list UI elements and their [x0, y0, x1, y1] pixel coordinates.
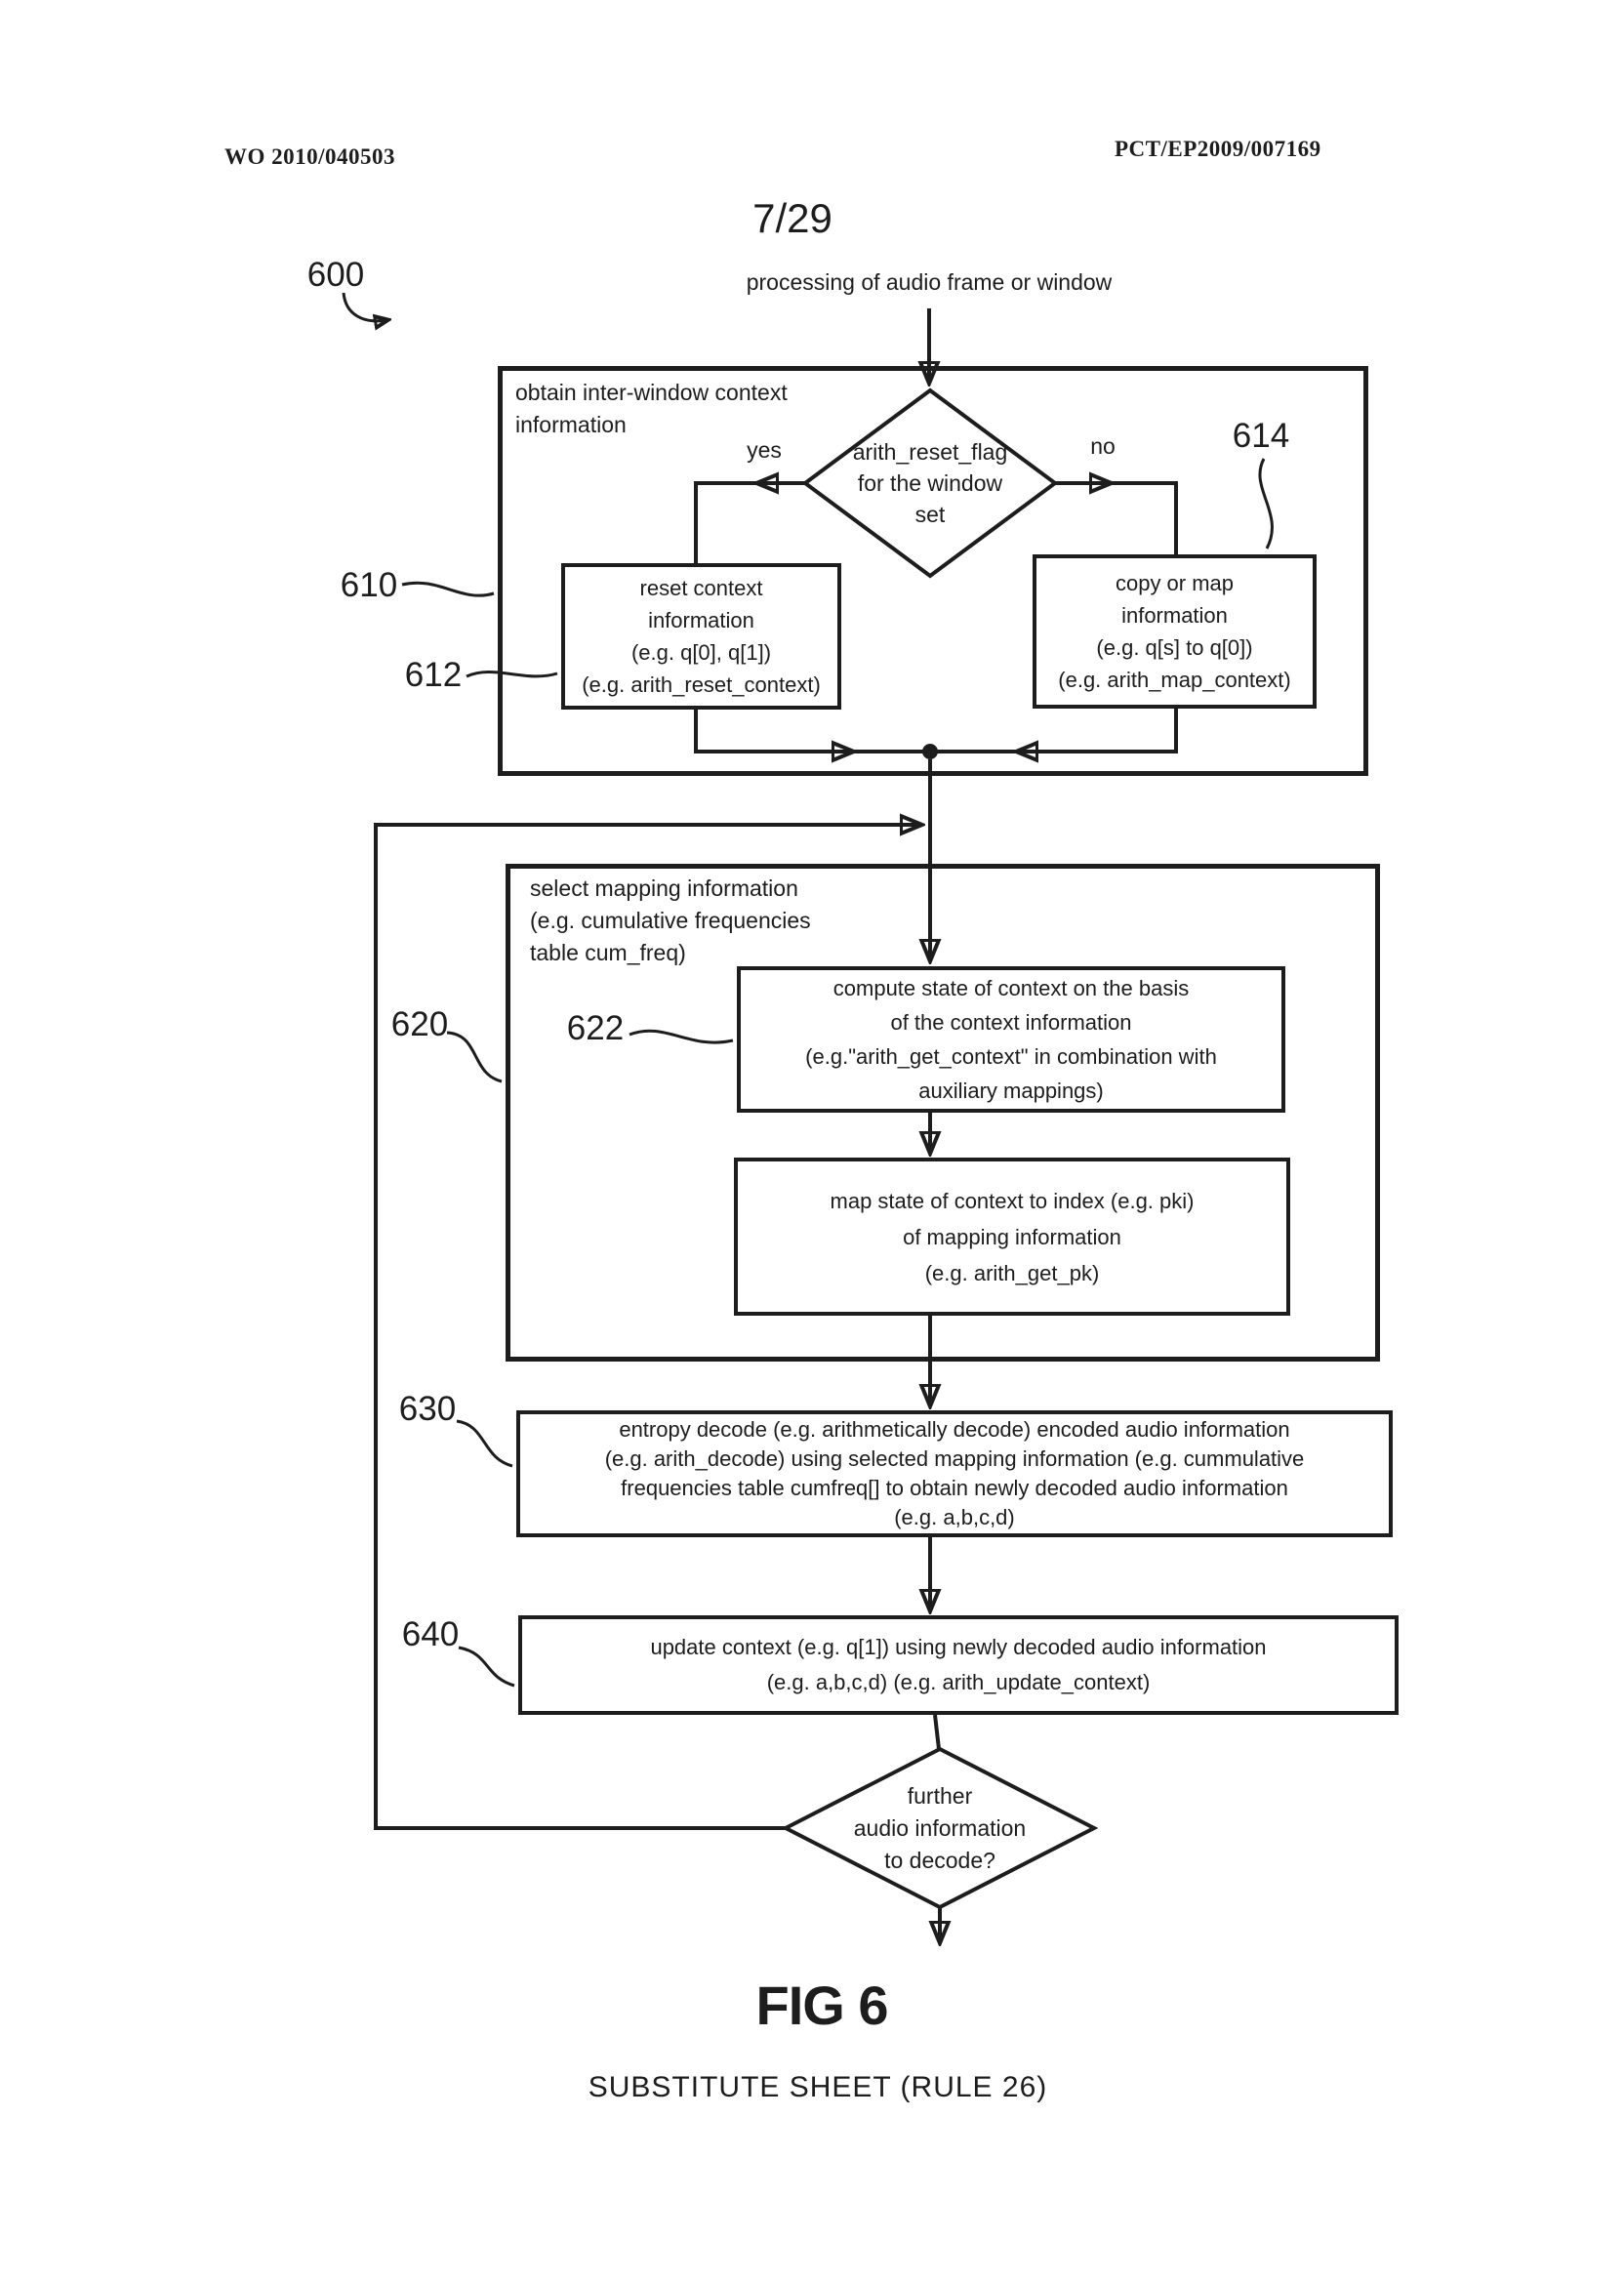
- copy-map-box: copy or map information (e.g. q[s] to q[0]) (e.g. arith_map_context): [1033, 554, 1317, 709]
- reset-context-box: reset context information (e.g. q[0], q[1]) (e.g. arith_reset_context): [561, 563, 841, 710]
- ref-610-leader: [402, 583, 494, 595]
- ref-622: 622: [566, 1009, 625, 1047]
- publication-number: WO 2010/040503: [224, 144, 396, 169]
- entropy-decode-box: entropy decode (e.g. arithmetically decode) encoded audio information (e.g. arith_decode) using selected mapping information (e.g. cummulative frequencies table cumfreq[] to obtain newly decoded audio information (e.g. a,b,c,d): [516, 1410, 1393, 1537]
- ref-610: 610: [340, 566, 398, 604]
- no-label: no: [1090, 433, 1116, 459]
- ref-630: 630: [398, 1390, 457, 1428]
- decision-reset-text: arith_reset_flag for the window set: [852, 439, 1008, 527]
- entry-label: processing of audio frame or window: [746, 269, 1113, 295]
- select-mapping-label: select mapping information (e.g. cumulative frequencies table cum_freq): [530, 875, 811, 965]
- compute-state-box: compute state of context on the basis of the context information (e.g."arith_get_context" in combination with auxiliary mappings): [737, 966, 1285, 1113]
- sheet-number: 7/29: [752, 195, 832, 241]
- ref-600-leader: [344, 293, 386, 321]
- update-to-decision-line: [935, 1715, 939, 1749]
- ref-612: 612: [404, 656, 463, 694]
- ref-600: 600: [306, 256, 365, 294]
- yes-label: yes: [747, 437, 782, 463]
- ref-640: 640: [401, 1615, 460, 1653]
- footer-note: SUBSTITUTE SHEET (RULE 26): [588, 2071, 1048, 2103]
- application-number: PCT/EP2009/007169: [1115, 137, 1321, 161]
- map-state-box: map state of context to index (e.g. pki) of mapping information (e.g. arith_get_pk): [734, 1158, 1290, 1316]
- ref-620: 620: [390, 1005, 449, 1043]
- decision-further-text: further audio information to decode?: [853, 1782, 1027, 1873]
- figure-caption: FIG 6: [755, 1975, 888, 2036]
- ref-614: 614: [1232, 417, 1290, 455]
- obtain-context-label: obtain inter-window context information: [515, 380, 788, 437]
- update-context-box: update context (e.g. q[1]) using newly decoded audio information (e.g. a,b,c,d) (e.g. arith_update_context): [518, 1615, 1399, 1715]
